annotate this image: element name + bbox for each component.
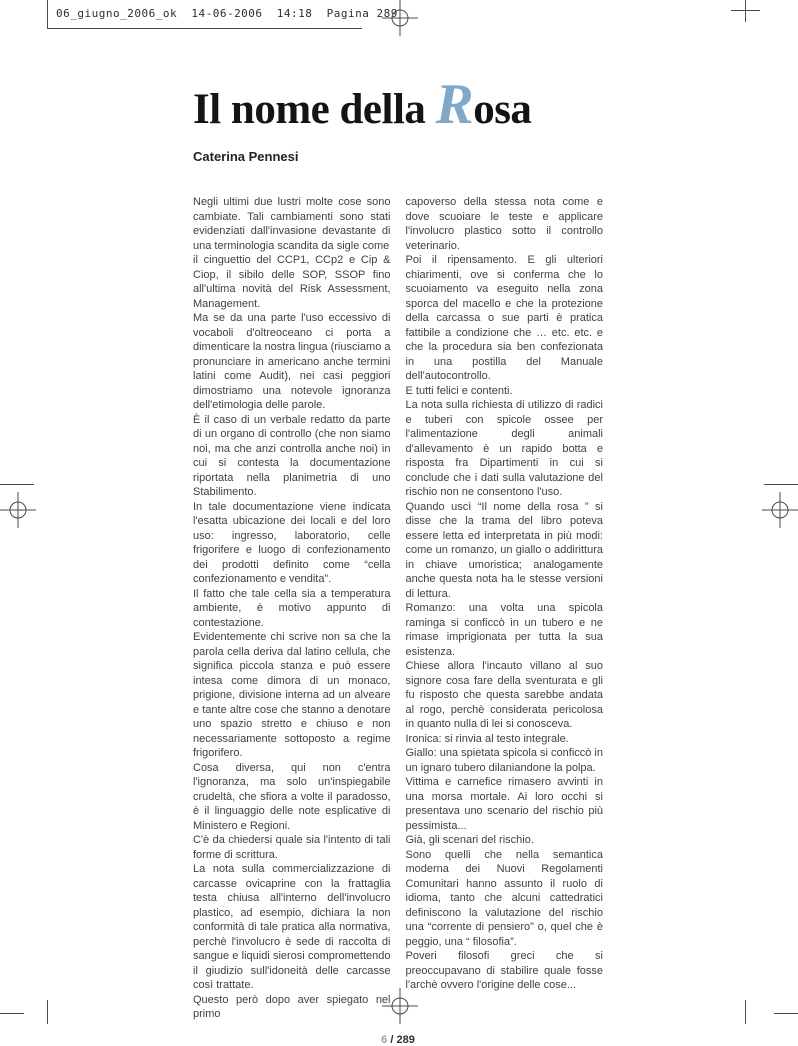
paragraph: La nota sulla richiesta di utilizzo di radici e tuberi con spicole ossee per l'alimentazione degli animali d'allevamento è un rapido botta e risposta fra Dipartimenti in cui si conclude che i dati sulla valutazione del rischio non ne consentono l'uso.	[405, 399, 603, 499]
page-number-accent: 6	[381, 1033, 388, 1046]
paragraph: Il fatto che tale cella sia a temperatura ambiente, è motivo appunto di contestazione.	[193, 587, 391, 629]
proof-header-text: 06_giugno_2006_ok 14-06-2006 14:18 Pagina 289	[56, 7, 398, 20]
title-part1: Il nome della	[193, 86, 436, 133]
page-number-rest: / 289	[387, 1033, 415, 1046]
paragraph: In tale documentazione viene indicata l'esatta ubicazione dei locali e del loro uso: ingresso, laboratorio, celle frigorifere e luogo di confezionamento dei prodotti definito come “cella confezionamento e vendita”.	[193, 500, 391, 586]
paragraph: Quando uscì “Il nome della rosa ” si disse che la trama del libro poteva essere letta ed interpretata in più modi: come un romanzo, un giallo o addirittura in chiave umoristica; analogamente anche questa nota ha le stesse versioni di lettura.	[405, 500, 603, 600]
article-title	[193, 73, 603, 136]
article	[193, 73, 603, 1046]
paragraph: E tutti felici e contenti.	[405, 384, 513, 397]
paragraph: Poveri filosofi greci che si preoccupavano di stabilire quale fosse l'archè ovvero l'origine delle cose...	[405, 950, 603, 992]
registration-mark-top	[382, 0, 418, 36]
title-accent-letter: R	[435, 73, 474, 136]
trim-tick-left	[0, 484, 34, 485]
crop-mark-bottom-right-vertical	[745, 1000, 746, 1024]
crop-mark-top-right-horizontal	[731, 10, 760, 11]
paragraph: Cosa diversa, qui non c'entra l'ignoranza, ma solo un'inspiegabile crudeltà, che sfiora a volte il paradosso, è il linguaggio delle note esplicative di Ministero e Regioni.	[193, 761, 391, 832]
body-columns	[193, 195, 603, 1022]
paragraph: C'è da chiedersi quale sia l'intento di tali forme di scrittura.	[193, 834, 391, 861]
paragraph: Sono quelli che nella semantica moderna dei Nuovi Regolamenti Comunitari hanno assunto il ruolo di idioma, tanto che alcuni cattedratici definiscono la valutazione del rischio una “corrente di pensiero” o, quel che è peggio, una “ filosofia”.	[405, 848, 603, 948]
paragraph: il cinguettio del CCP1, CCp2 e Cip & Ciop, il sibilo delle SOP, SSOP fino all'ultima novità del Risk Assessment, Management.	[193, 254, 391, 310]
paragraph: Romanzo: una volta una spicola raminga si conficcò in un tubero e ne rimase imprigionata per tutta la sua esistenza.	[405, 602, 603, 658]
paragraph: Ma se da una parte l'uso eccessivo di vocaboli d'oltreoceano ci porta a dimenticare la nostra lingua (riusciamo a pronunciare in americano anche termini latini come Audit), nei casi peggiori dimostriamo una notevole ignoranza dell'etimologia delle parole.	[193, 312, 391, 412]
paragraph: Questo però dopo aver spiegato nel primo	[193, 993, 391, 1021]
paragraph: Ironica: si rinvia al testo integrale.	[405, 732, 569, 745]
trim-line-top-left-horizontal	[47, 28, 362, 29]
paragraph: La nota sulla commercializzazione di carcasse ovicaprine con la frattaglia testa chiusa all'interno dell'involucro plastico, ad esempio, dichiara la non conformità di tale pratica alla normativa, perchè l'involucro è sede di raccolta di sangue e liquidi sierosi compromettendo il giudizio sull'idoneità delle carcasse così trattate.	[193, 863, 391, 992]
paragraph: Poi il ripensamento. E gli ulteriori chiarimenti, ove si conferma che lo scuoiamento va eseguito nella zona sporca del macello e che la protezione della carcassa o sue parti è pratica fattibile a condizione che … etc. etc. e che la procedura sia ben confezionata in una postilla del Manuale dell'autocontrollo.	[405, 254, 603, 383]
paragraph: È il caso di un verbale redatto da parte di un organo di controllo (che non siamo noi, ma che anzi controlla anche noi) in cui si contesta la documentazione riportata nella planimetria di uno Stabilimento.	[193, 413, 391, 499]
paragraph: Già, gli scenari del rischio.	[405, 834, 534, 847]
crop-mark-bottom-left-vertical	[47, 1000, 48, 1024]
crop-mark-bottom-left-horizontal	[0, 1013, 24, 1014]
paragraph: Vittima e carnefice rimasero avvinti in una morsa mortale. Ai loro occhi si presentava uno scenario del rischio più pessimista...	[405, 776, 603, 832]
trim-tick-right	[764, 484, 798, 485]
paragraph: Negli ultimi due lustri molte cose sono cambiate. Tali cambiamenti sono stati evidenziati dall'invasione devastante di una terminologia scandita da sigle come	[193, 196, 391, 252]
crop-mark-top-right-vertical	[745, 0, 746, 22]
page-number	[193, 1034, 603, 1046]
paragraph: Chiese allora l'incauto villano al suo signore cosa fare della sventurata e gli fu risposto che questa sarebbe andata al rogo, perchè considerata pericolosa in quanto nulla di lei si conosceva.	[405, 660, 603, 731]
registration-mark-right	[762, 492, 798, 528]
paragraph: Evidentemente chi scrive non sa che la parola cella deriva dal latino cellula, che significa piccola stanza e può essere intesa come dimora di un monaco, prigione, divisione interna ad un alveare e tante altre cose che stanno a denotare uno spazio stretto e chiuso e non necessariamente sottoposto a regime frigorifero.	[193, 631, 391, 760]
column-left	[193, 195, 391, 1022]
trim-line-top-left-vertical	[47, 0, 48, 28]
crop-mark-bottom-right-horizontal	[774, 1013, 798, 1014]
paragraph: capoverso della stessa nota come e dove scuoiare le teste e applicare l'involucro plastico sotto il controllo veterinario.	[405, 196, 603, 252]
column-right	[406, 195, 604, 1022]
registration-mark-left	[0, 492, 36, 528]
article-author: Caterina Pennesi	[193, 149, 299, 165]
paragraph: Giallo: una spietata spicola si conficcò in un ignaro tubero dilaniandone la polpa.	[405, 747, 603, 774]
title-part2: osa	[473, 86, 532, 133]
